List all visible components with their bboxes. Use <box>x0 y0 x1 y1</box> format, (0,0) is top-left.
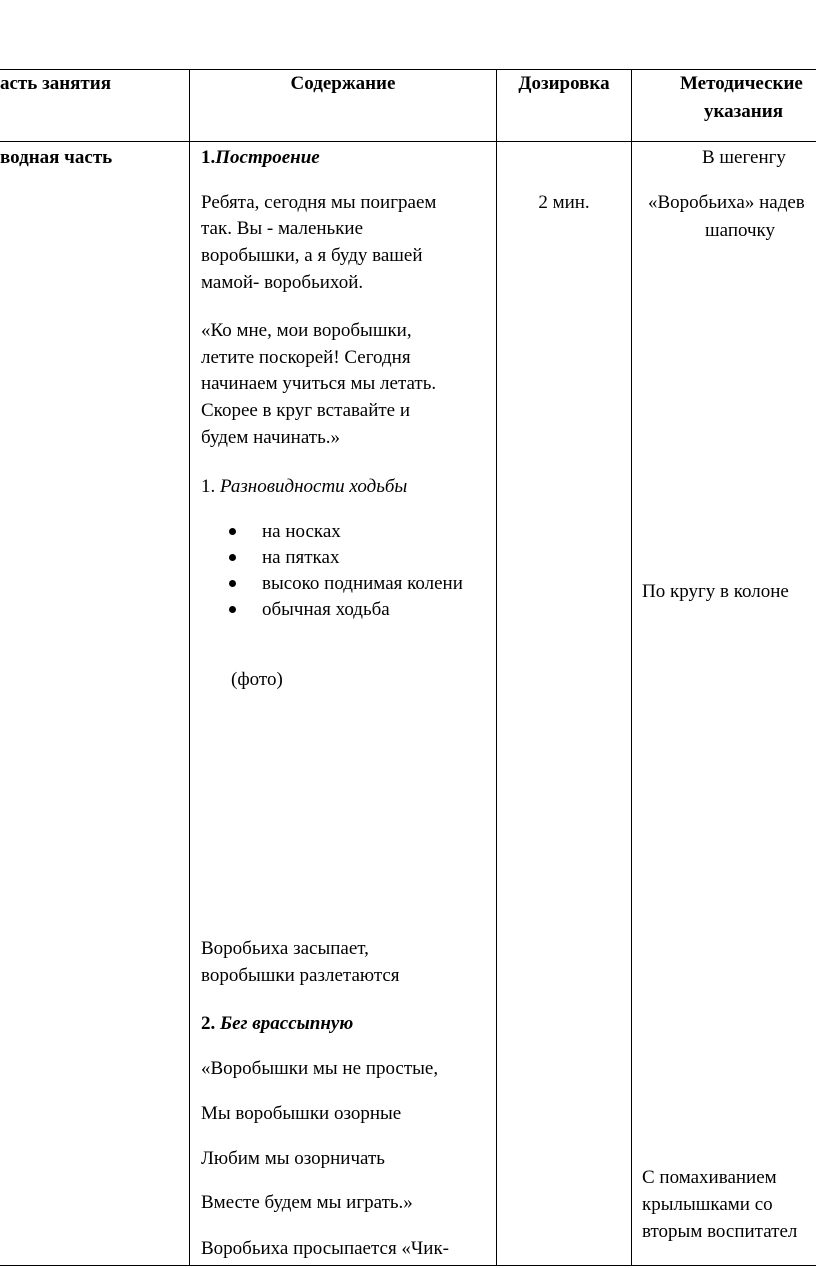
p1-line: Ребята, сегодня мы поиграем <box>201 192 437 213</box>
photo-placeholder: (фото) <box>231 669 283 690</box>
section-part-label: водная часть <box>0 147 113 168</box>
bullet-icon <box>229 528 236 535</box>
dosage-value: 2 мин. <box>538 192 590 213</box>
walk-heading <box>201 474 407 499</box>
last-line: Воробьиха просыпается «Чик- <box>201 1238 450 1259</box>
method-note-2-line2: шапочку <box>705 220 776 241</box>
walk-title: Разновидности ходьбы <box>220 476 408 497</box>
poem-line: Вместе будем мы играть.» <box>201 1192 413 1213</box>
header-methodical-line2: указания <box>704 101 783 122</box>
table-top-border <box>0 69 816 70</box>
item2-number: 2. <box>201 1013 216 1034</box>
walk-item: на носках <box>262 521 341 542</box>
bullet-icon <box>229 606 236 613</box>
col-divider-1 <box>189 69 190 1266</box>
p2-line: Скорее в круг вставайте и <box>201 400 411 421</box>
item1-heading <box>201 145 320 170</box>
header-content: Содержание <box>290 73 396 94</box>
method-note-4-line: крылышками со <box>642 1194 773 1215</box>
walk-number: 1. <box>201 476 216 497</box>
header-methodical-line1: Методические <box>680 73 803 94</box>
p2-line: летите поскорей! Сегодня <box>201 347 411 368</box>
item2-title: Бег врассыпную <box>220 1013 354 1034</box>
method-note-4-line: С помахиванием <box>642 1167 777 1188</box>
item1-number: 1. <box>201 147 216 168</box>
table-bottom-border <box>0 1265 816 1266</box>
poem-line: Любим мы озорничать <box>201 1148 385 1169</box>
p3-line: Воробьиха засыпает, <box>201 938 369 959</box>
walk-item: высоко поднимая колени <box>262 573 463 594</box>
poem-line: Мы воробышки озорные <box>201 1103 402 1124</box>
p2-line: начинаем учиться мы летать. <box>201 373 437 394</box>
method-note-3: По кругу в колоне <box>642 581 789 602</box>
p3-line: воробышки разлетаются <box>201 965 400 986</box>
col-divider-3 <box>631 69 632 1266</box>
header-bottom-border <box>0 141 816 142</box>
bullet-icon <box>229 554 236 561</box>
walk-item: на пятках <box>262 547 340 568</box>
p1-line: воробышки, а я буду вашей <box>201 245 423 266</box>
bullet-icon <box>229 580 236 587</box>
walk-item: обычная ходьба <box>262 599 390 620</box>
header-part: асть занятия <box>0 73 111 94</box>
item2-heading <box>201 1011 353 1036</box>
p1-line: мамой- воробьихой. <box>201 272 364 293</box>
method-note-1: В шегенгу <box>702 147 786 168</box>
item1-title: Построение <box>215 147 320 168</box>
col-divider-2 <box>496 69 497 1266</box>
p2-line: «Ко мне, мои воробышки, <box>201 320 412 341</box>
p1-line: так. Вы - маленькие <box>201 218 364 239</box>
poem-line: «Воробышки мы не простые, <box>201 1058 439 1079</box>
p2-line: будем начинать.» <box>201 427 341 448</box>
method-note-2-line1: «Воробьиха» надев <box>648 192 805 213</box>
method-note-4-line: вторым воспитател <box>642 1221 798 1242</box>
header-dosage: Дозировка <box>518 73 610 94</box>
